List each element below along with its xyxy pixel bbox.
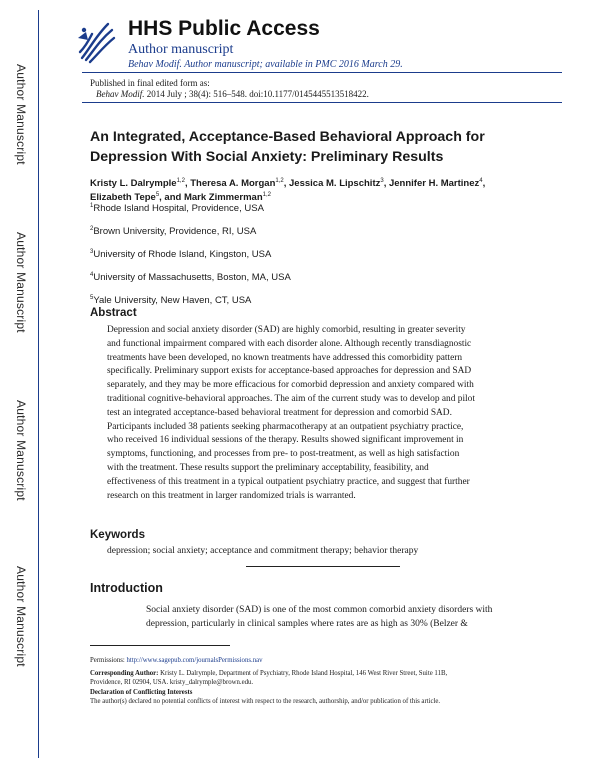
affiliation-num: 3 [90, 249, 94, 255]
keywords-heading: Keywords [90, 529, 145, 541]
affiliation-num: 1 [90, 203, 94, 209]
keywords-text: depression; social anxiety; acceptance and commitment therapy; behavior therapy [107, 546, 419, 556]
author-sep: , and [159, 192, 184, 203]
author-sup: 5 [155, 192, 160, 198]
permissions-label: Permissions: [90, 657, 127, 664]
author-sup: 1,2 [275, 178, 284, 184]
intro-line: depression, particularly in clinical samples where rates are as high as 30% (Belzer & [146, 619, 468, 629]
abstract-line: and functional impairment compared with each disorder alone. Although recently transdiagnostic [107, 338, 472, 349]
header-rule [82, 72, 562, 73]
author-sep: , [184, 178, 191, 189]
conflict-heading: Declaration of Conflicting Interests [90, 688, 193, 696]
author-name: Elizabeth Tepe [90, 192, 156, 203]
affiliation-num: 5 [90, 295, 94, 301]
corresponding-label: Corresponding Author: [90, 670, 159, 678]
affiliation [90, 249, 291, 272]
footnote-rule [90, 645, 230, 646]
author-sup: 1,2 [176, 178, 185, 184]
introduction-heading: Introduction [90, 581, 163, 595]
abstract-line: research on this treatment in larger randomized trials is warranted. [107, 490, 356, 501]
affiliation-text: Yale University, New Haven, CT, USA [93, 295, 252, 306]
affiliation-list [90, 203, 291, 318]
citation-journal: Behav Modif. [96, 89, 145, 99]
author-manuscript-subtitle: Author manuscript [128, 42, 234, 57]
author-sup: 3 [380, 178, 384, 184]
keywords-rule [246, 566, 400, 567]
affiliation [90, 226, 291, 249]
published-label: Published in final edited form as: [90, 78, 210, 88]
affiliation-num: 2 [90, 226, 94, 232]
author-sep: , [383, 178, 389, 189]
author-name: Kristy L. Dalrymple [90, 178, 177, 189]
article-title [90, 127, 560, 167]
introduction-body [146, 603, 492, 631]
abstract-line: who received 16 individual sessions of the therapy. Results showed significant improvement in [107, 435, 464, 446]
abstract-line: separately, and they may be more efficacious for comorbid depression and anxiety compared with [107, 380, 474, 391]
citation-details: 2014 July ; 38(4): 516–548. doi:10.1177/0145445513518422. [144, 89, 369, 99]
abstract-line: test an integrated acceptance-based behavioral treatment for depression and comorbid SAD. [107, 407, 452, 418]
abstract-body [107, 324, 517, 503]
abstract-line: treatments have been developed, no known treatments have addressed this comorbidity pattern [107, 352, 463, 363]
affiliation [90, 203, 291, 226]
citation-rule [82, 102, 562, 103]
author-sep: , [283, 178, 290, 189]
affiliation [90, 272, 291, 295]
corresponding-line: Providence, RI 02904, USA. kristy_dalrymple@brown.edu. [90, 679, 254, 687]
footnotes [90, 656, 447, 706]
abstract-line: specifically. Preliminary support exists for acceptance-based approaches for depression and SAD [107, 366, 472, 377]
side-label-author-manuscript: Author Manuscript [14, 566, 28, 667]
affiliation-text: Rhode Island Hospital, Providence, USA [93, 203, 264, 214]
abstract-line: with the treatment. These results support the preliminary acceptability, feasibility, and [107, 462, 429, 473]
author-name: Theresa A. Morgan [190, 178, 276, 189]
side-label-author-manuscript: Author Manuscript [14, 400, 28, 501]
author-name: Jennifer H. Martinez [388, 178, 480, 189]
permissions-link[interactable]: http://www.sagepub.com/journalsPermissions.nav [126, 657, 263, 664]
journal-abbr: Behav Modif. [128, 59, 182, 70]
hhs-eagle-logo-icon [74, 18, 116, 66]
margin-divider [38, 10, 39, 758]
hhs-public-access-title: HHS Public Access [128, 17, 320, 40]
citation [96, 89, 369, 99]
corresponding-line: Kristy L. Dalrymple, Department of Psychiatry, Rhode Island Hospital, 146 West River Street, Suite 11B, [158, 670, 448, 678]
affiliation-num: 4 [90, 272, 94, 278]
author-sep: , [482, 178, 486, 189]
abstract-line: Depression and social anxiety disorder (SAD) are highly comorbid, resulting in greater severity [107, 325, 466, 335]
side-label-author-manuscript: Author Manuscript [14, 64, 28, 165]
affiliation-text: University of Massachusetts, Boston, MA, USA [93, 272, 291, 283]
author-sup: 4 [479, 178, 483, 184]
author-list [90, 177, 485, 205]
abstract-heading: Abstract [90, 307, 137, 319]
abstract-line: effectiveness of this treatment in a typical outpatient psychiatry practice, and suggest that further [107, 476, 470, 487]
affiliation-text: University of Rhode Island, Kingston, USA [93, 249, 272, 260]
conflict-text: The author(s) declared no potential conflicts of interest with respect to the research, authorship, and/or publication of this article. [90, 697, 441, 705]
title-line: Depression With Social Anxiety: Preliminary Results [90, 149, 444, 165]
affiliation-text: Brown University, Providence, RI, USA [93, 226, 257, 237]
title-line: An Integrated, Acceptance-Based Behavioral Approach for [90, 129, 485, 145]
abstract-line: Participants included 38 patients seeking pharmacotherapy at an outpatient psychiatry practice, [107, 421, 464, 432]
availability-text: Author manuscript; available in PMC 2016 March 29. [181, 59, 403, 70]
availability-line [128, 59, 403, 70]
author-name: Jessica M. Lipschitz [289, 178, 381, 189]
author-sup: 1,2 [262, 192, 271, 198]
intro-line: Social anxiety disorder (SAD) is one of the most common comorbid anxiety disorders with [146, 605, 493, 615]
abstract-line: symptoms, functioning, and processes from pre- to post-treatment, as well as high satisfaction [107, 449, 460, 460]
abstract-line: traditional cognitive-behavioral approaches. The aim of the current study was to develop and pilot [107, 393, 475, 404]
side-label-author-manuscript: Author Manuscript [14, 232, 28, 333]
author-name: Mark Zimmerman [183, 192, 263, 203]
